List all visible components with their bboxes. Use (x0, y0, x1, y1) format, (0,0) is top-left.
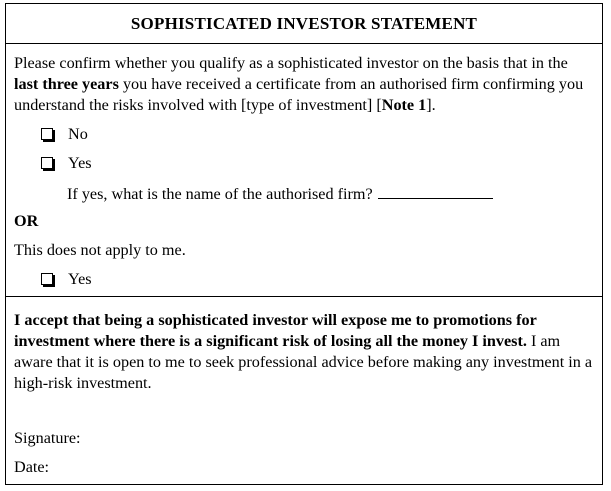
date-label: Date: (14, 458, 50, 476)
qualification-section (6, 44, 602, 297)
declaration-bold: I accept that being a sophisticated investor will expose me to promotions for investment where there is a significant risk of losing all the money I invest. (14, 311, 537, 350)
confirm-bold-2: Note 1 (381, 96, 427, 114)
firm-question-text: If yes, what is the name of the authorised firm? (67, 185, 373, 203)
confirm-text-2: you have received a certificate from an authorised firm confirming you understand the risks involved with [type of investment] [ (14, 75, 584, 114)
checkbox-no[interactable] (41, 128, 53, 140)
investor-statement-form (5, 3, 603, 485)
option-yes-not-apply[interactable] (41, 269, 92, 289)
confirm-text-1: Please confirm whether you qualify as a sophisticated investor on the basis that in the (14, 54, 568, 72)
firm-question (67, 184, 493, 204)
signature-label: Signature: (14, 429, 81, 447)
option-yes-label: Yes (68, 154, 92, 172)
option-no-label: No (68, 125, 88, 143)
confirm-paragraph (14, 53, 594, 116)
or-label: OR (14, 212, 39, 230)
checkbox-yes[interactable] (41, 157, 53, 169)
declaration-paragraph (14, 310, 594, 394)
firm-name-field[interactable] (378, 184, 493, 199)
checkbox-not-apply-yes[interactable] (41, 273, 53, 285)
option-yes2-label: Yes (68, 270, 92, 288)
confirm-bold-1: last three years (14, 75, 119, 93)
form-title: SOPHISTICATED INVESTOR STATEMENT (6, 4, 602, 44)
not-apply-text: This does not apply to me. (14, 241, 186, 259)
option-no[interactable] (41, 124, 88, 144)
option-yes[interactable] (41, 153, 92, 173)
declaration-text: I am aware that it is open to me to seek professional advice before making any investment in a high-risk investment. (14, 332, 593, 392)
confirm-text-3: ]. (426, 96, 436, 114)
